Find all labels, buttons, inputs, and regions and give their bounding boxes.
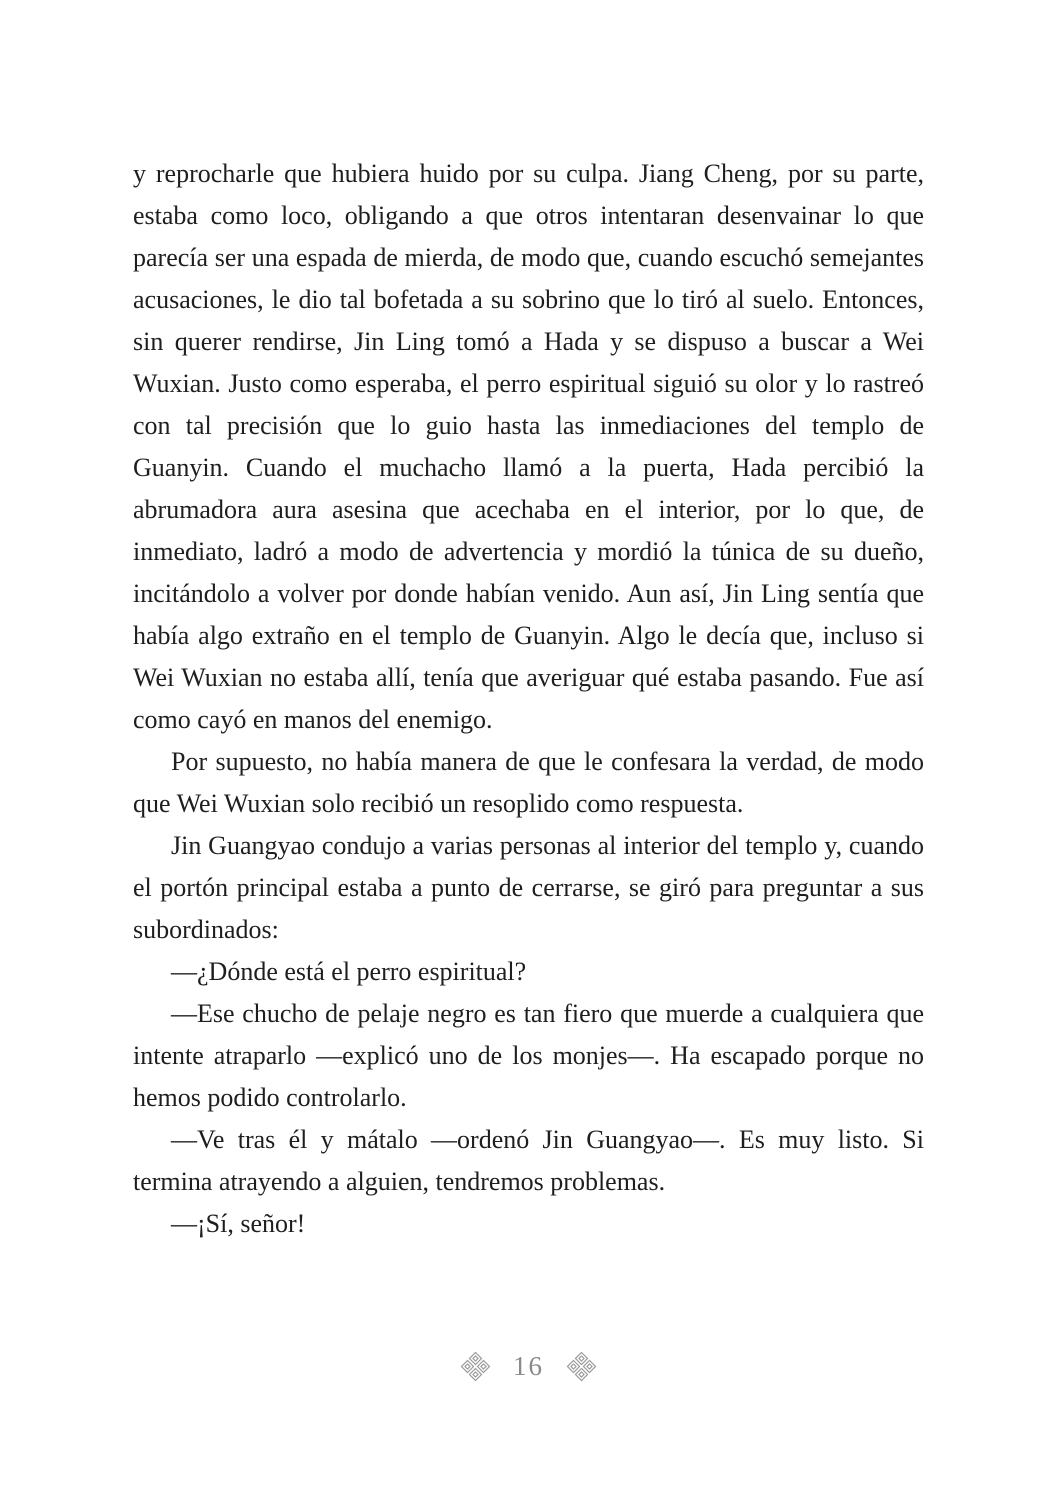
paragraph: y reprocharle que hubiera huido por su culpa. Jiang Cheng, por su parte, estaba como loco, obligando a que otros intentaran desenvainar lo que parecía ser una espada de mierda, de modo que, cuando escuchó semejantes acusaciones, le dio tal bofetada a su sobrino que lo tiró al suelo. Entonces, sin querer rendirse, Jin Ling tomó a Hada y se dispuso a buscar a Wei Wuxian. Justo como esperaba, el perro espiritual siguió su olor y lo rastreó con tal precisión que lo guio hasta las inmediaciones del templo de Guanyin. Cuando el muchacho llamó a la puerta, Hada percibió la abrumadora aura asesina que acechaba en el interior, por lo que, de inmediato, ladró a modo de advertencia y mordió la túnica de su dueño, incitándolo a volver por donde habían venido. Aun así, Jin Ling sentía que había algo extraño en el templo de Guanyin. Algo le decía que, incluso si Wei Wuxian no estaba allí, tenía que averiguar qué estaba pasando. Fue así como cayó en manos del enemigo. <box>133 159 924 734</box>
dialogue-line: —¡Sí, señor! <box>171 1209 306 1238</box>
dialogue-line: —Ese chucho de pelaje negro es tan fiero que muerde a cualquiera que intente atraparlo —explicó uno de los monjes—. Ha escapado porque no hemos podido controlarlo. <box>133 999 924 1112</box>
dialogue-line: —¿Dónde está el perro espiritual? <box>171 957 527 986</box>
diamond-cluster-icon <box>566 1351 597 1382</box>
page-number: 16 <box>513 1350 544 1381</box>
page-text <box>133 153 924 1245</box>
paragraph: Jin Guangyao condujo a varias personas al interior del templo y, cuando el portón principal estaba a punto de cerrarse, se giró para preguntar a sus subordinados: <box>133 831 924 944</box>
paragraph: Por supuesto, no había manera de que le confesara la verdad, de modo que Wei Wuxian solo recibió un resoplido como respuesta. <box>133 747 924 818</box>
page-footer <box>0 1346 1057 1386</box>
dialogue-line: —Ve tras él y mátalo —ordenó Jin Guangyao—. Es muy listo. Si termina atrayendo a alguien, tendremos problemas. <box>133 1125 924 1196</box>
diamond-cluster-icon <box>460 1351 491 1382</box>
